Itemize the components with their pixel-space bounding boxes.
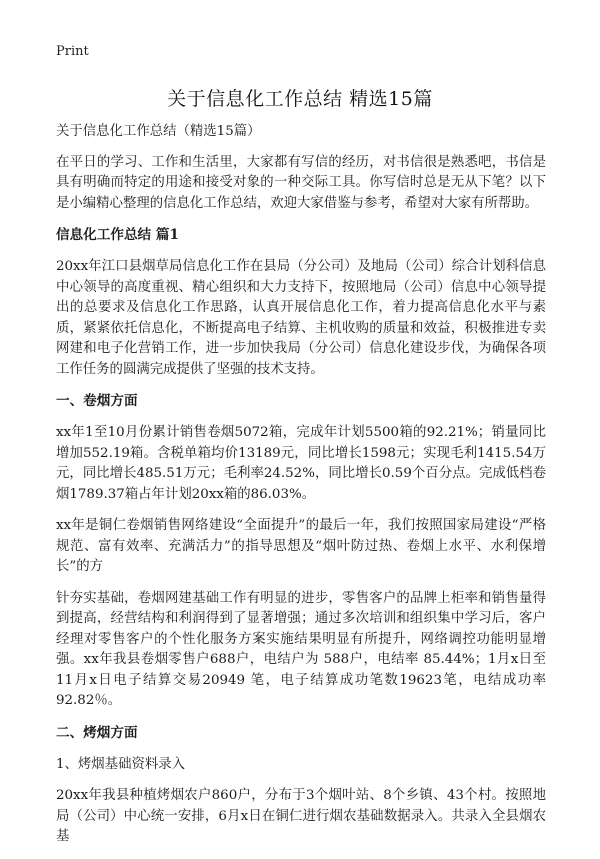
document-subtitle: 关于信息化工作总结（精选15篇）: [56, 124, 261, 139]
cigarette-paragraph-1: xx年1至10月份累计销售卷烟5072箱，完成年计划5500箱的92.21%；销量同比增加552.19箱。含税单箱均价13189元，同比增长1598元；实现毛利1415.54万元，同比增长485.51万元；毛利率24.52%，同比增长0.59个百分点。完成低档卷烟1789.37箱占年计划20xx箱的86.03%。: [56, 425, 546, 502]
tobacco-paragraph-1: 20xx年我县种植烤烟农户860户，分布于3个烟叶站、8个乡镇、43个村。按照地局（公司）中心统一安排，6月x日在铜仁进行烟农基础数据录入。共录入全县烟农基: [56, 788, 546, 844]
section1-paragraph: 20xx年江口县烟草局信息化工作在县局（分公司）及地局（公司）综合计划科信息中心领导的高度重视、精心组织和大力支持下，按照地局（公司）信息中心领导提出的总要求及信息化工作思路，认真开展信息化工作，着力提高信息化水平与素质，紧紧依托信息化，不断提高电子结算、主机收购的质量和效益，积极推进专卖网建和电子化营销工作，进一步加快我局（分公司）信息化建设步伐，为确保各项工作任务的圆满完成提供了坚强的技术支持。: [56, 259, 546, 377]
intro-paragraph: 在平日的学习、工作和生活里，大家都有写信的经历，对书信很是熟悉吧，书信是具有明确而特定的用途和接受对象的一种交际工具。你写信时总是无从下笔？以下是小编精心整理的信息化工作总结，欢迎大家借鉴与参考，希望对大家有所帮助。: [56, 154, 546, 211]
tobacco-subheading: 1、烤烟基础资料录入: [56, 756, 186, 772]
print-label[interactable]: Print: [56, 44, 89, 59]
document-body: [56, 122, 546, 859]
tobacco-heading: 二、烤烟方面: [56, 724, 138, 741]
document-title: 关于信息化工作总结 精选15篇: [167, 88, 433, 110]
cigarette-paragraph-3: 针夯实基础，卷烟网建基础工作有明显的进步，零售客户的品牌上柜率和销售量得到提高，经营结构和利润得到了显著增强；通过多次培训和组织集中学习后，客户经理对零售客户的个性化服务方案实施结果明显有所提升，网络调控功能明显增强。xx年我县卷烟零售户688户，电结户为 588户，电结率 85.44%；1月x日至11月x日电子结算交易20949 笔，电子结算成功笔数19623笔，电结成功率92.82％。: [56, 590, 546, 708]
cigarette-paragraph-2: xx年是铜仁卷烟销售网络建设“全面提升”的最后一年，我们按照国家局建设“严格规范、富有效率、充满活力”的指导思想及“烟叶防过热、卷烟上水平、水利保增长”的方: [56, 518, 546, 574]
section-heading: 信息化工作总结 篇1: [56, 227, 179, 243]
cigarette-heading: 一、卷烟方面: [56, 393, 138, 409]
